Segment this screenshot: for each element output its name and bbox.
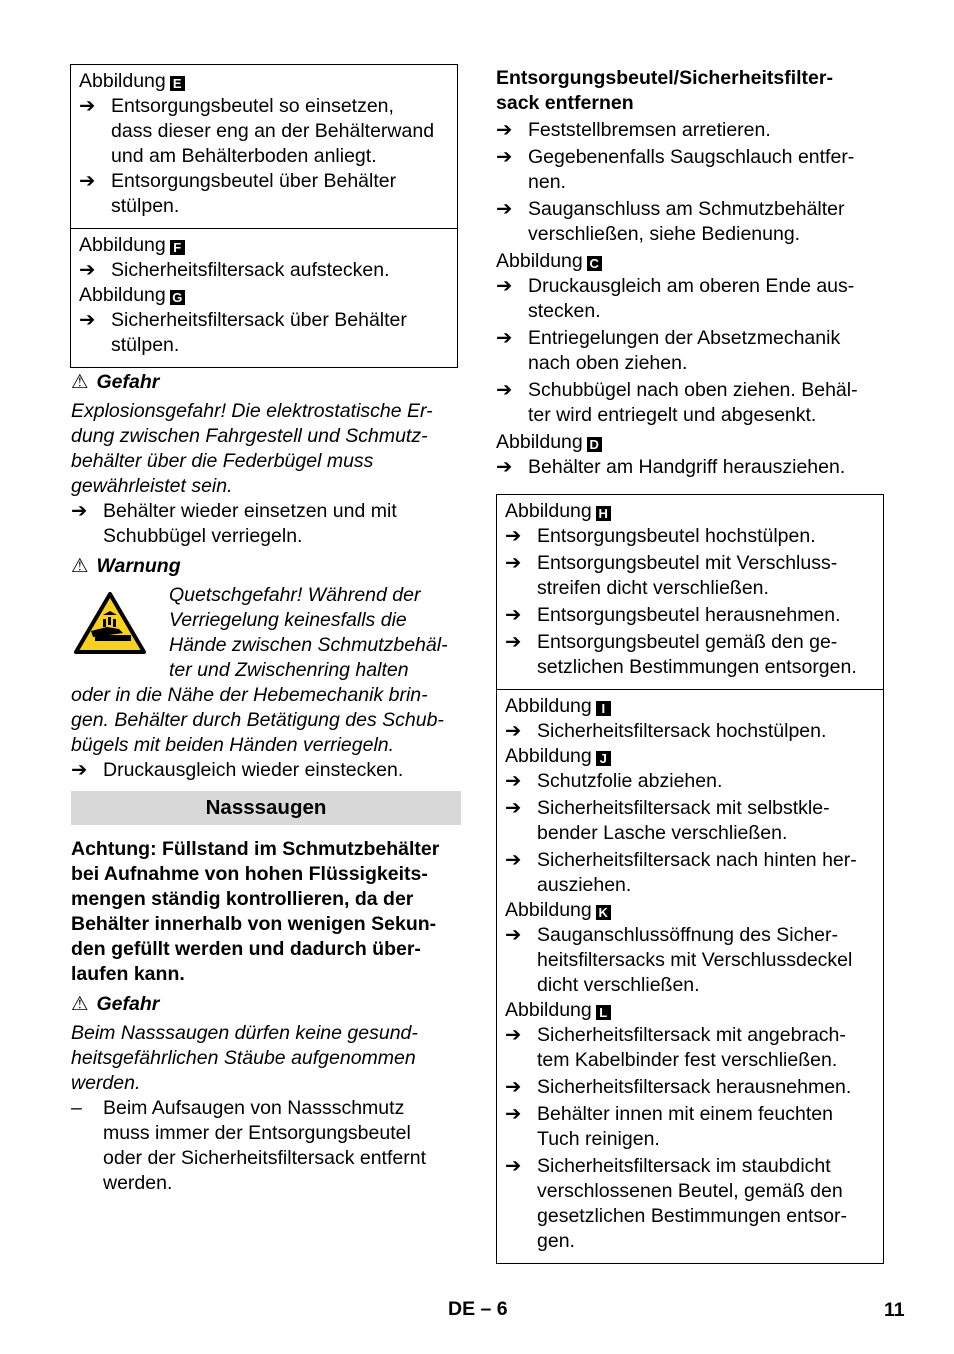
bullet-item: ➔ Sicherheitsfiltersack aufstecken. [79,259,390,281]
arrow-icon: ➔ [505,1076,522,1098]
dash-item: – Beim Aufsaugen von Nassschmutz muss immer der Entsorgungsbeutel oder der Sicherheitsfiltersack entfernt werden. [71,1097,426,1194]
figure-reference: Abbildung H [505,499,875,524]
arrow-icon: ➔ [505,525,522,547]
dash-icon: – [71,1097,82,1119]
danger-heading: ⚠ Gefahr [71,993,160,1015]
warning-block [71,583,461,683]
arrow-icon: ➔ [505,924,522,946]
warning-text-side: Quetschgefahr! Während der Verriegelung keinesfalls die Hände zwischen Schmutzbehäl- ter und Zwischenring halten [169,584,448,681]
danger-heading: ⚠ Gefahr [71,371,160,393]
bullet-item: ➔ Sicherheitsfiltersack hochstülpen. [505,720,827,742]
figure-reference: Abbildung G [79,283,449,308]
footer-section-label: DE – 6 [448,1298,508,1320]
bullet-item: ➔ Sicherheitsfiltersack herausnehmen. [505,1076,852,1098]
bullet-item: ➔ Sicherheitsfiltersack mit angebrach- tem Kabelbinder fest verschließen. [505,1024,846,1071]
bullet-item: ➔ Entsorgungsbeutel über Behälter stülpen. [79,170,397,217]
hand-crush-warning-icon [73,591,147,662]
arrow-icon: ➔ [505,1155,522,1177]
left-column [71,64,461,1196]
figure-reference: Abbildung E [79,69,449,94]
figure-letter-badge: C [587,256,602,271]
bullet-item: ➔ Druckausgleich am oberen Ende aus- stecken. [496,275,855,322]
arrow-icon: ➔ [496,327,513,349]
figure-reference: Abbildung L [505,998,875,1023]
figure-reference: Abbildung F [79,233,449,258]
attention-note: Achtung: Füllstand im Schmutzbehälter bei Aufnahme von hohen Flüssigkeits- mengen ständig kontrollieren, da der Behälter innerhalb von wenigen Sekun- den gefüllt werden und dadurch über- laufen kann. [71,838,440,985]
bullet-item: ➔ Behälter wieder einsetzen und mit Schubbügel verriegeln. [71,500,397,547]
instruction-box-f-g [70,229,458,368]
bullet-item: ➔ Sicherheitsfiltersack über Behälter stülpen. [79,309,407,356]
bullet-item: ➔ Entsorgungsbeutel herausnehmen. [505,604,841,626]
bullet-item: ➔ Feststellbremsen arretieren. [496,119,771,141]
section-heading: Nasssaugen [71,791,461,825]
bullet-item: ➔ Entsorgungsbeutel gemäß den ge- setzlichen Bestimmungen entsorgen. [505,631,857,678]
warning-triangle-icon: ⚠ [71,371,89,393]
arrow-icon: ➔ [71,500,88,522]
arrow-icon: ➔ [505,797,522,819]
warning-triangle-icon: ⚠ [71,555,89,577]
bullet-item: ➔ Druckausgleich wieder einstecken. [71,759,404,781]
figure-letter-badge: J [596,751,611,766]
figure-letter-badge: L [596,1005,611,1020]
figure-reference: Abbildung D [496,430,884,455]
arrow-icon: ➔ [496,379,513,401]
arrow-icon: ➔ [496,146,513,168]
figure-reference: Abbildung K [505,898,875,923]
figure-letter-badge: F [170,240,185,255]
warning-text-continued: oder in die Nähe der Hebemechanik brin- gen. Behälter durch Betätigung des Schub- bügels mit beiden Händen verriegeln. [71,684,444,756]
arrow-icon: ➔ [505,1024,522,1046]
figure-reference: Abbildung I [505,694,875,719]
arrow-icon: ➔ [505,720,522,742]
bullet-item: ➔ Behälter am Handgriff herausziehen. [496,456,846,478]
instruction-box-e [70,64,458,229]
bullet-item: ➔ Entsorgungsbeutel so einsetzen, dass dieser eng an der Behälterwand und am Behälterboden anliegt. [79,95,435,167]
bullet-item: ➔ Sauganschluss am Schmutzbehälter verschließen, siehe Bedienung. [496,198,845,245]
warning-triangle-icon: ⚠ [71,993,89,1015]
right-column [496,64,884,1264]
figure-letter-badge: I [596,701,611,716]
instruction-box-i-l [496,690,884,1264]
bullet-item: ➔ Entriegelungen der Absetzmechanik nach oben ziehen. [496,327,841,374]
subsection-title: Entsorgungsbeutel/Sicherheitsfilter- sack entfernen [496,67,833,114]
bullet-item: ➔ Schubbügel nach oben ziehen. Behäl- ter wird entriegelt und abgesenkt. [496,379,858,426]
arrow-icon: ➔ [79,95,96,117]
arrow-icon: ➔ [496,119,513,141]
danger-text: Beim Nasssaugen dürfen keine gesund- heitsgefährlichen Stäube aufgenommen werden. [71,1022,418,1094]
bullet-item: ➔ Schutzfolie abziehen. [505,770,723,792]
figure-reference: Abbildung J [505,744,875,769]
figure-letter-badge: D [587,437,602,452]
bullet-item: ➔ Sicherheitsfiltersack mit selbstkle- bender Lasche verschließen. [505,797,830,844]
bullet-item: ➔ Sauganschlussöffnung des Sicher- heitsfiltersacks mit Verschlussdeckel dicht verschließen. [505,924,853,996]
arrow-icon: ➔ [496,275,513,297]
arrow-icon: ➔ [79,170,96,192]
bullet-item: ➔ Entsorgungsbeutel hochstülpen. [505,525,816,547]
figure-reference: Abbildung C [496,249,884,274]
arrow-icon: ➔ [79,259,96,281]
bullet-item: ➔ Gegebenenfalls Saugschlauch entfer- nen. [496,146,855,193]
arrow-icon: ➔ [496,456,513,478]
figure-letter-badge: E [170,76,185,91]
figure-letter-badge: K [596,905,611,920]
footer-page-number: 11 [884,1299,905,1321]
bullet-item: ➔ Behälter innen mit einem feuchten Tuch reinigen. [505,1103,833,1150]
arrow-icon: ➔ [505,631,522,653]
arrow-icon: ➔ [71,759,88,781]
bullet-item: ➔ Entsorgungsbeutel mit Verschluss- streifen dicht verschließen. [505,552,838,599]
arrow-icon: ➔ [505,604,522,626]
bullet-item: ➔ Sicherheitsfiltersack im staubdicht verschlossenen Beutel, gemäß den gesetzlichen Bestimmungen entsor- gen. [505,1155,847,1252]
arrow-icon: ➔ [496,198,513,220]
danger-text: Explosionsgefahr! Die elektrostatische Er- dung zwischen Fahrgestell und Schmutz- behälter über die Federbügel muss gewährleistet sein. [71,400,433,497]
arrow-icon: ➔ [79,309,96,331]
figure-letter-badge: G [170,290,185,305]
warning-heading: ⚠ Warnung [71,555,181,577]
bullet-item: ➔ Sicherheitsfiltersack nach hinten her- ausziehen. [505,849,857,896]
arrow-icon: ➔ [505,552,522,574]
arrow-icon: ➔ [505,1103,522,1125]
figure-letter-badge: H [596,506,611,521]
instruction-box-h [496,494,884,690]
arrow-icon: ➔ [505,770,522,792]
arrow-icon: ➔ [505,849,522,871]
